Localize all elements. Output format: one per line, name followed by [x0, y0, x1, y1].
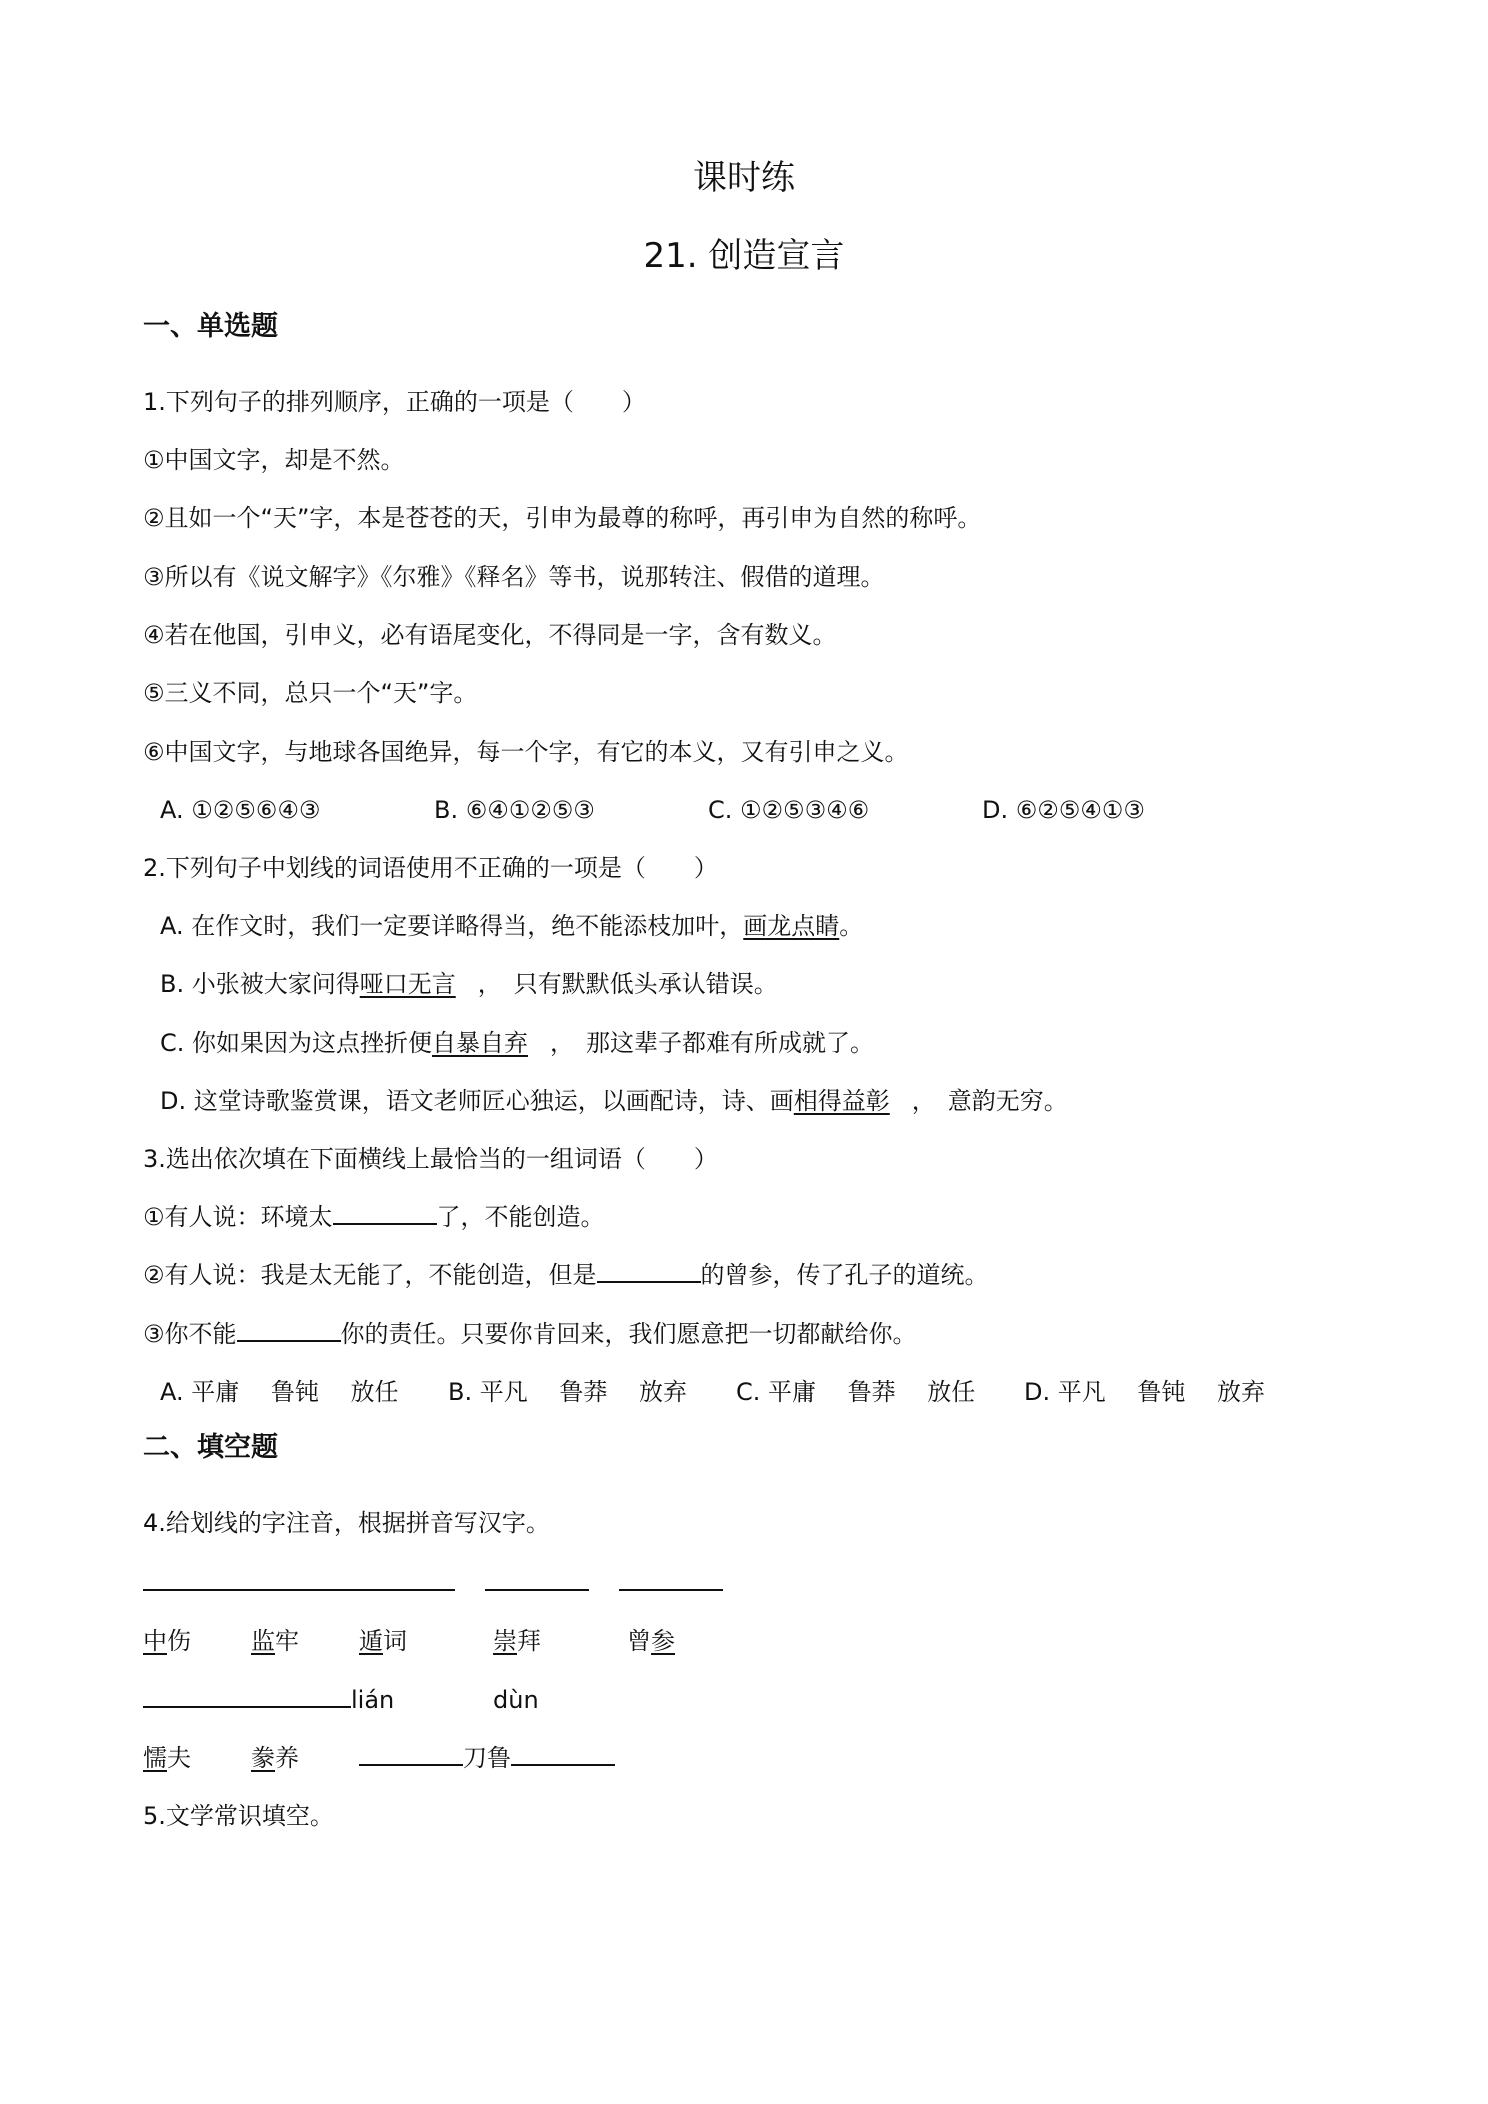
section-heading-single-choice: 一、单选题	[143, 311, 278, 342]
question-1-option-d[interactable]: D. ⑥②⑤④①③	[982, 796, 1145, 824]
lesson-title: 21. 创造宣言	[643, 236, 845, 276]
answer-blank[interactable]	[619, 1567, 723, 1591]
question-2-stem: 2.下列句子中划线的词语使用不正确的一项是（ ）	[143, 854, 718, 882]
option-d-end: ， 意韵无穷。	[911, 1087, 1068, 1115]
underlined-char: 参	[651, 1627, 675, 1655]
underlined-char: 遁	[359, 1627, 383, 1655]
question-2-option-c[interactable]	[160, 1027, 874, 1059]
question-1-sentence-2: ②且如一个“天”字，本是苍苍的天，引申为最尊的称呼，再引申为自然的称呼。	[143, 504, 982, 532]
question-1-option-c[interactable]: C. ①②⑤③④⑥	[708, 796, 870, 824]
sentence-2-text: ②有人说：我是太无能了，不能创造，但是	[143, 1261, 597, 1289]
answer-blank[interactable]	[351, 1567, 455, 1591]
option-a-underlined-word: 画龙点睛	[743, 912, 840, 940]
option-b-end: ， 只有默默低头承认错误。	[477, 970, 778, 998]
word-7	[251, 1742, 299, 1774]
word-rest: 夫	[167, 1744, 191, 1772]
word-rest: 伤	[167, 1627, 191, 1655]
question-2-option-b[interactable]	[160, 968, 778, 1000]
word-2	[251, 1625, 299, 1657]
answer-blank[interactable]	[247, 1567, 351, 1591]
question-1-sentence-6: ⑥中国文字，与地球各国绝异，每一个字，有它的本义，又有引申之义。	[143, 738, 909, 766]
sentence-3-end: 你的责任。只要你肯回来，我们愿意把一切都献给你。	[340, 1320, 917, 1348]
option-d-underlined-word: 相得益彰	[793, 1087, 890, 1115]
word-5	[627, 1625, 675, 1657]
page-title: 课时练	[693, 158, 795, 198]
question-1-sentence-5: ⑤三义不同，总只一个“天”字。	[143, 679, 478, 707]
question-1-option-b[interactable]: B. ⑥④①②⑤③	[434, 796, 595, 824]
sentence-2-end: 的曾参，传了孔子的道统。	[700, 1261, 989, 1289]
option-b-text: B. 小张被大家问得	[160, 970, 360, 998]
answer-blank[interactable]	[333, 1201, 437, 1225]
word-3	[359, 1625, 407, 1657]
question-1-sentence-3: ③所以有《说文解字》《尔雅》《释名》等书，说那转注、假借的道理。	[143, 563, 885, 591]
word-rest: 牢	[275, 1627, 299, 1655]
option-c-text: C. 你如果因为这点挫折便	[160, 1029, 433, 1057]
word-rest: 养	[275, 1744, 299, 1772]
word-6	[143, 1742, 191, 1774]
question-1-sentence-1: ①中国文字，却是不然。	[143, 446, 405, 474]
underlined-char: 监	[251, 1627, 275, 1655]
question-3-sentence-3	[143, 1318, 917, 1350]
answer-blank[interactable]	[359, 1742, 463, 1766]
answer-blank[interactable]	[597, 1259, 701, 1283]
underlined-char: 豢	[251, 1744, 275, 1772]
question-1-stem: 1.下列句子的排列顺序，正确的一项是（ ）	[143, 388, 646, 416]
word-rest: 词	[383, 1627, 407, 1655]
question-3-sentence-1	[143, 1201, 605, 1233]
char-dao: 刀	[463, 1744, 487, 1772]
word-rest: 拜	[517, 1627, 541, 1655]
word-rest: 曾	[627, 1627, 651, 1655]
sentence-1-end: 了，不能创造。	[436, 1203, 605, 1231]
underlined-char: 中	[143, 1627, 167, 1655]
answer-blank-row-1	[143, 1567, 723, 1599]
option-d-text: D. 这堂诗歌鉴赏课，语文老师匠心独运，以画配诗，诗、画	[160, 1087, 794, 1115]
answer-blank[interactable]	[511, 1742, 615, 1766]
answer-blank[interactable]	[237, 1318, 341, 1342]
option-b-underlined-word: 哑口无言	[359, 970, 456, 998]
char-lu: 鲁	[487, 1744, 511, 1772]
pinyin-lian: lián	[351, 1686, 395, 1714]
section-heading-fill-blank: 二、填空题	[143, 1432, 278, 1463]
sentence-1-text: ①有人说：环境太	[143, 1203, 333, 1231]
answer-blank-row-2	[143, 1684, 394, 1716]
question-2-option-d[interactable]	[160, 1085, 1068, 1117]
question-3-stem: 3.选出依次填在下面横线上最恰当的一组词语（ ）	[143, 1145, 718, 1173]
answer-blank[interactable]	[247, 1684, 351, 1708]
answer-blank[interactable]	[143, 1684, 247, 1708]
question-3-sentence-2	[143, 1259, 989, 1291]
question-3-option-b[interactable]: B. 平凡 鲁莽 放弃	[448, 1378, 687, 1406]
question-1-option-a[interactable]: A. ①②⑤⑥④③	[160, 796, 321, 824]
question-3-option-d[interactable]: D. 平凡 鲁钝 放弃	[1024, 1378, 1265, 1406]
underlined-char: 懦	[143, 1744, 167, 1772]
word-1	[143, 1625, 191, 1657]
word-4	[493, 1625, 541, 1657]
write-chars-row	[359, 1742, 615, 1774]
answer-blank[interactable]	[485, 1567, 589, 1591]
question-3-option-a[interactable]: A. 平庸 鲁钝 放任	[160, 1378, 399, 1406]
question-1-sentence-4: ④若在他国，引申义，必有语尾变化，不得同是一字，含有数义。	[143, 621, 837, 649]
option-c-end: ， 那这辈子都难有所成就了。	[550, 1029, 875, 1057]
underlined-char: 崇	[493, 1627, 517, 1655]
answer-blank[interactable]	[143, 1567, 247, 1591]
question-2-option-a[interactable]	[160, 910, 863, 942]
sentence-3-text: ③你不能	[143, 1320, 237, 1348]
question-4-stem: 4.给划线的字注音，根据拼音写汉字。	[143, 1509, 550, 1537]
pinyin-dun: dùn	[493, 1686, 539, 1714]
option-c-underlined-word: 自暴自弃	[432, 1029, 529, 1057]
question-5-stem: 5.文学常识填空。	[143, 1802, 334, 1830]
option-a-end: 。	[839, 912, 864, 940]
question-3-option-c[interactable]: C. 平庸 鲁莽 放任	[736, 1378, 976, 1406]
option-a-text: A. 在作文时，我们一定要详略得当，绝不能添枝加叶，	[160, 912, 744, 940]
